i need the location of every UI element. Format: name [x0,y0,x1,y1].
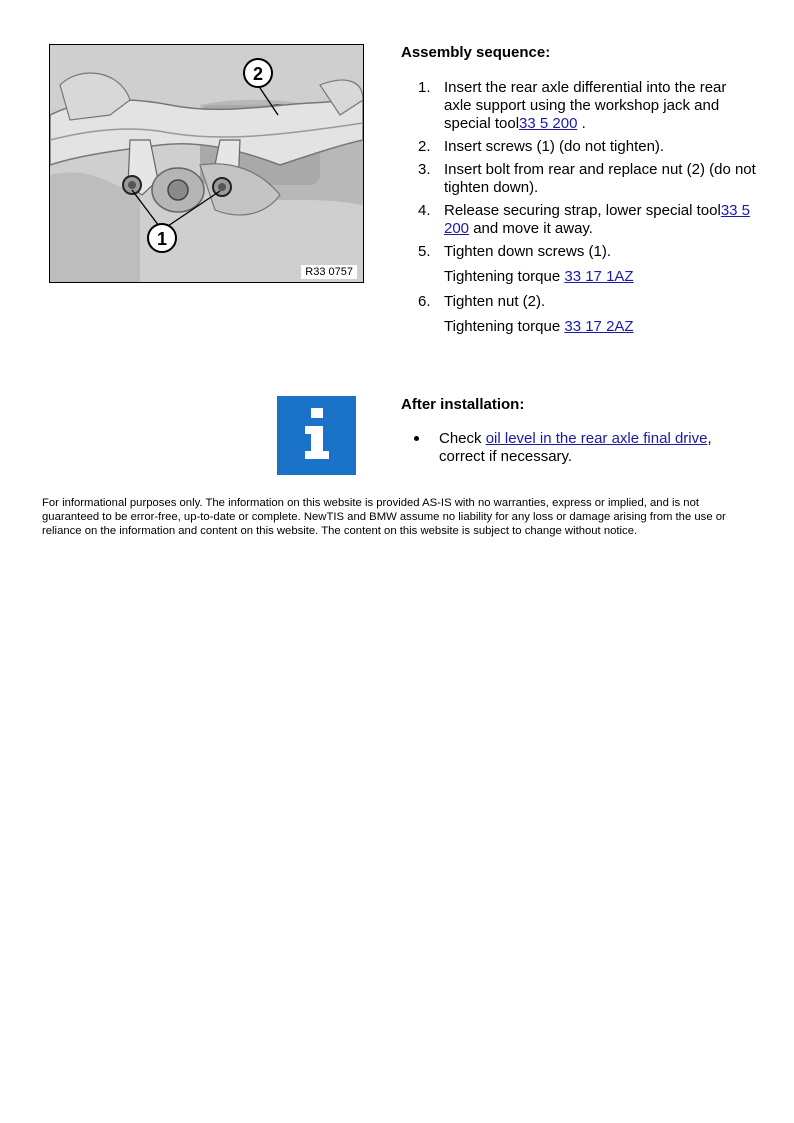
torque-label: Tightening torque [444,268,565,285]
torque-line-5 [401,268,756,286]
info-icon [277,396,356,475]
step-text: Tighten nut (2). [444,293,546,310]
torque-link[interactable]: 33 17 1AZ [564,268,634,285]
step-text-end: . [577,115,586,132]
step-number: 1. [418,79,431,96]
assembly-heading: Assembly sequence: [401,44,551,61]
after-installation-list [401,430,756,466]
figure-reference: R33 0757 [301,265,357,279]
step-2 [401,138,756,156]
step-text: Insert the rear axle differential into the rear axle support using the workshop jack and special tool [444,79,727,132]
axle-figure [49,44,364,283]
step-3 [401,161,756,197]
step-text-end: and move it away. [469,220,593,237]
step-text: Release securing strap, lower special tool [444,202,721,219]
bullet-icon [414,436,419,441]
torque-link[interactable]: 33 17 2AZ [564,318,634,335]
step-number: 4. [418,202,431,219]
callout-2-label: 2 [252,64,264,84]
step-4 [401,202,756,238]
step-number: 6. [418,293,431,310]
assembly-steps [401,79,756,343]
callout-1-label: 1 [156,229,168,249]
step-1 [401,79,756,133]
step-text: Insert bolt from rear and replace nut (2) (do not tighten down). [444,161,756,196]
after-installation-heading: After installation: [401,396,525,413]
item-text: Check [439,430,486,447]
torque-label: Tightening torque [444,318,565,335]
step-text: Tighten down screws (1). [444,243,612,260]
list-item [401,430,756,466]
step-number: 5. [418,243,431,260]
torque-line-6 [401,318,756,336]
rear-axle-illustration [50,45,363,282]
step-number: 3. [418,161,431,178]
disclaimer: For informational purposes only. The information on this website is provided AS-IS with no warranties, express or implied, and is not guaranteed to be error-free, up-to-date or complete. NewTIS and BMW assume no liability for any loss or damage arising from the use or reliance on the information and content on this website. The content on this website is subject to change without notice. [42,497,726,537]
tool-link[interactable]: 33 5 200 [444,202,751,237]
tool-link[interactable]: 33 5 200 [519,115,578,132]
step-5 [401,243,756,261]
oil-level-link[interactable]: oil level in the rear axle final drive [485,430,708,447]
step-number: 2. [418,138,431,155]
step-6 [401,293,756,311]
step-text: Insert screws (1) (do not tighten). [444,138,665,155]
item-text-end: , correct if necessary. [439,430,712,465]
